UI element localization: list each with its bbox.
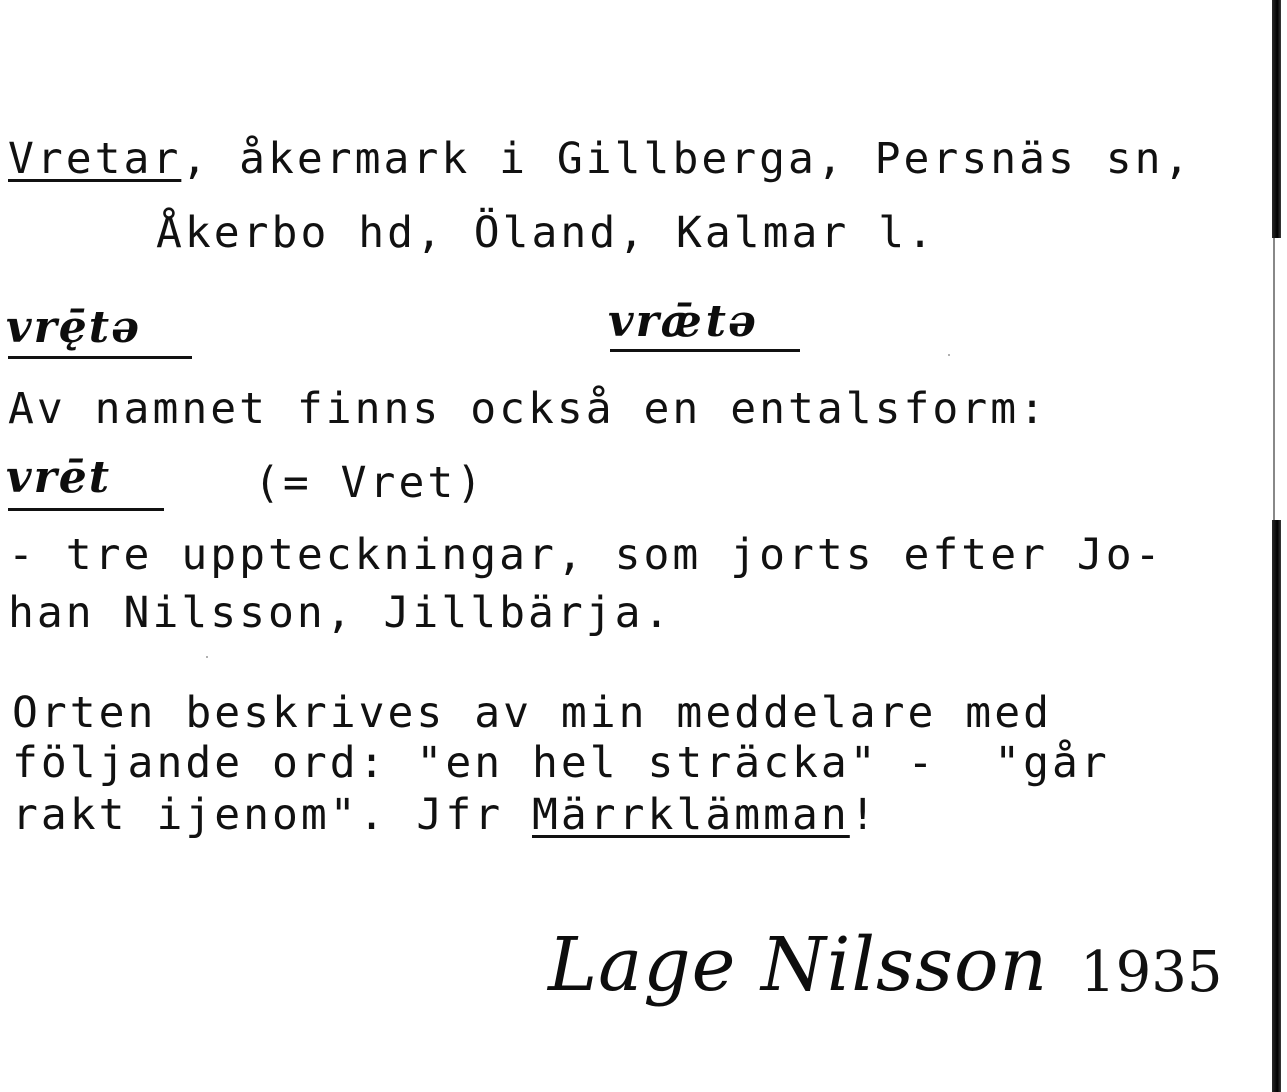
- description-line-3-start: rakt ijenom". Jfr: [12, 790, 532, 840]
- description-line-1: Orten beskrives av min meddelare med: [12, 688, 1052, 738]
- phonetic-form-2: vrǣtə: [608, 296, 758, 347]
- records-line-2: han Nilsson, Jillbärja.: [8, 588, 673, 638]
- description-line-3-end: !: [849, 790, 879, 840]
- card-edge-thin-line: [1273, 238, 1275, 520]
- phonetic-form-2-underline: [610, 349, 800, 352]
- description-line-3: [12, 790, 879, 840]
- signature-year: 1935: [1080, 940, 1223, 1005]
- header-line-2: Åkerbo hd, Öland, Kalmar l.: [156, 208, 936, 258]
- singular-intro: Av namnet finns också en entalsform:: [8, 384, 1048, 434]
- handwritten-signature: Lage Nilsson: [548, 922, 1049, 1008]
- header-line-1: [8, 134, 1193, 184]
- paper-speck: [206, 656, 208, 658]
- paper-speck: [948, 354, 950, 356]
- card-edge-shadow: [1272, 0, 1281, 1092]
- place-name: Vretar: [8, 134, 182, 184]
- phonetic-form-1-underline: [8, 356, 192, 359]
- description-line-2: följande ord: "en hel sträcka" - "går: [12, 738, 1110, 788]
- records-line-1: - tre uppteckningar, som jorts efter Jo-: [8, 530, 1164, 580]
- singular-phonetic-form: vrēt: [6, 452, 112, 503]
- header-line-1-rest: , åkermark i Gillberga, Persnäs sn,: [181, 134, 1193, 184]
- phonetic-form-1: vrę̄tə: [6, 302, 142, 353]
- singular-gloss: (= Vret): [254, 458, 486, 508]
- cross-reference-link: Märrklämman: [532, 790, 850, 840]
- singular-phonetic-underline: [8, 508, 164, 511]
